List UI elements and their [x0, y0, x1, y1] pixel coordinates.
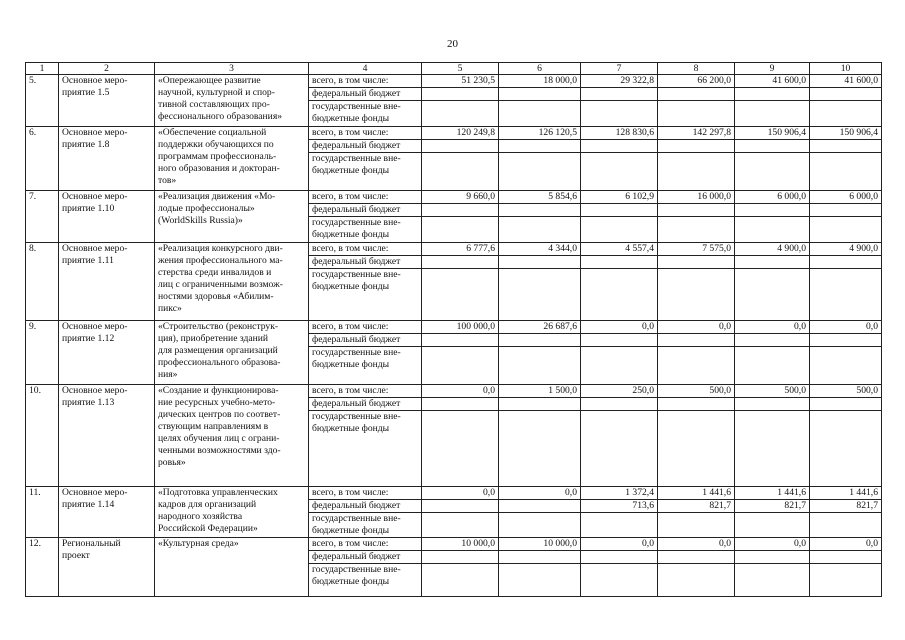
- activity-name: «Реализация движения «Мо- лодые профессионалы» (WorldSkills Russia)»: [155, 191, 309, 243]
- funding-extrabudgetary-label: государственные вне- бюджетные фонды: [309, 269, 422, 321]
- extrabudgetary-value-col-7: [581, 564, 658, 597]
- total-value-col-9: 6 000,0: [735, 191, 810, 204]
- federal-value-col-10: 821,7: [810, 500, 882, 513]
- extrabudgetary-value-col-10: [810, 101, 882, 127]
- row-number: 11.: [26, 487, 59, 538]
- funding-federal-label: федеральный бюджет: [309, 256, 422, 269]
- federal-value-col-8: [658, 334, 735, 347]
- federal-value-col-9: [735, 140, 810, 153]
- total-value-col-6: 126 120,5: [499, 127, 581, 140]
- extrabudgetary-value-col-10: [810, 217, 882, 243]
- column-header-9: 9: [735, 63, 810, 75]
- extrabudgetary-value-col-7: [581, 411, 658, 487]
- federal-value-col-8: 821,7: [658, 500, 735, 513]
- federal-value-col-6: [499, 398, 581, 411]
- extrabudgetary-value-col-7: [581, 347, 658, 385]
- extrabudgetary-value-col-8: [658, 347, 735, 385]
- federal-value-col-9: [735, 256, 810, 269]
- extrabudgetary-value-col-5: [422, 564, 499, 597]
- total-value-col-6: 10 000,0: [499, 538, 581, 551]
- extrabudgetary-value-col-5: [422, 217, 499, 243]
- extrabudgetary-value-col-8: [658, 153, 735, 191]
- total-value-col-7: 4 557,4: [581, 243, 658, 256]
- federal-value-col-6: [499, 88, 581, 101]
- federal-value-col-5: [422, 500, 499, 513]
- federal-value-col-5: [422, 551, 499, 564]
- extrabudgetary-value-col-9: [735, 411, 810, 487]
- federal-value-col-6: [499, 204, 581, 217]
- activity-type: Основное меро- приятие 1.8: [59, 127, 155, 191]
- total-value-col-5: 6 777,6: [422, 243, 499, 256]
- extrabudgetary-value-col-5: [422, 513, 499, 538]
- funding-total-label: всего, в том числе:: [309, 191, 422, 204]
- activity-name: «Обеспечение социальной поддержки обучающихся по программам профессиональ- ного образования и докторан- тов»: [155, 127, 309, 191]
- table-body: [26, 75, 882, 597]
- total-value-col-8: 1 441,6: [658, 487, 735, 500]
- extrabudgetary-value-col-10: [810, 269, 882, 321]
- total-value-col-7: 1 372,4: [581, 487, 658, 500]
- extrabudgetary-value-col-6: [499, 217, 581, 243]
- extrabudgetary-value-col-7: [581, 101, 658, 127]
- funding-total-label: всего, в том числе:: [309, 127, 422, 140]
- total-value-col-6: 26 687,6: [499, 321, 581, 334]
- total-value-col-9: 1 441,6: [735, 487, 810, 500]
- total-value-col-7: 250,0: [581, 385, 658, 398]
- funding-federal-label: федеральный бюджет: [309, 398, 422, 411]
- total-value-col-8: 0,0: [658, 321, 735, 334]
- total-value-col-9: 0,0: [735, 538, 810, 551]
- funding-federal-label: федеральный бюджет: [309, 500, 422, 513]
- federal-value-col-5: [422, 88, 499, 101]
- funding-federal-label: федеральный бюджет: [309, 551, 422, 564]
- row-number: 8.: [26, 243, 59, 321]
- budget-table: [25, 62, 882, 597]
- activity-name: «Строительство (реконструк- ция), приобретение зданий для размещения организаций профессионального образова- ния»: [155, 321, 309, 385]
- row-number: 5.: [26, 75, 59, 127]
- extrabudgetary-value-col-10: [810, 411, 882, 487]
- federal-value-col-8: [658, 88, 735, 101]
- federal-value-col-9: [735, 204, 810, 217]
- activity-type: Основное меро- приятие 1.12: [59, 321, 155, 385]
- total-value-col-10: 6 000,0: [810, 191, 882, 204]
- total-value-col-6: 0,0: [499, 487, 581, 500]
- extrabudgetary-value-col-8: [658, 217, 735, 243]
- row-number: 12.: [26, 538, 59, 597]
- funding-total-label: всего, в том числе:: [309, 385, 422, 398]
- table-row: [26, 127, 882, 140]
- extrabudgetary-value-col-6: [499, 153, 581, 191]
- column-header-10: 10: [810, 63, 882, 75]
- total-value-col-9: 0,0: [735, 321, 810, 334]
- extrabudgetary-value-col-5: [422, 269, 499, 321]
- total-value-col-10: 41 600,0: [810, 75, 882, 88]
- funding-extrabudgetary-label: государственные вне- бюджетные фонды: [309, 564, 422, 597]
- federal-value-col-7: [581, 204, 658, 217]
- column-header-2: 2: [59, 63, 155, 75]
- total-value-col-5: 0,0: [422, 487, 499, 500]
- extrabudgetary-value-col-10: [810, 513, 882, 538]
- federal-value-col-9: [735, 398, 810, 411]
- total-value-col-8: 0,0: [658, 538, 735, 551]
- activity-name: «Культурная среда»: [155, 538, 309, 597]
- federal-value-col-5: [422, 204, 499, 217]
- total-value-col-10: 500,0: [810, 385, 882, 398]
- funding-federal-label: федеральный бюджет: [309, 204, 422, 217]
- funding-extrabudgetary-label: государственные вне- бюджетные фонды: [309, 513, 422, 538]
- extrabudgetary-value-col-5: [422, 411, 499, 487]
- column-header-4: 4: [309, 63, 422, 75]
- extrabudgetary-value-col-5: [422, 101, 499, 127]
- federal-value-col-8: [658, 551, 735, 564]
- funding-total-label: всего, в том числе:: [309, 75, 422, 88]
- column-header-5: 5: [422, 63, 499, 75]
- total-value-col-10: 0,0: [810, 321, 882, 334]
- activity-type: Основное меро- приятие 1.11: [59, 243, 155, 321]
- total-value-col-8: 7 575,0: [658, 243, 735, 256]
- federal-value-col-8: [658, 140, 735, 153]
- extrabudgetary-value-col-6: [499, 347, 581, 385]
- federal-value-col-7: 713,6: [581, 500, 658, 513]
- row-number: 6.: [26, 127, 59, 191]
- total-value-col-8: 66 200,0: [658, 75, 735, 88]
- total-value-col-5: 120 249,8: [422, 127, 499, 140]
- extrabudgetary-value-col-6: [499, 269, 581, 321]
- extrabudgetary-value-col-6: [499, 101, 581, 127]
- total-value-col-6: 4 344,0: [499, 243, 581, 256]
- federal-value-col-9: [735, 334, 810, 347]
- extrabudgetary-value-col-6: [499, 513, 581, 538]
- funding-extrabudgetary-label: государственные вне- бюджетные фонды: [309, 153, 422, 191]
- federal-value-col-8: [658, 256, 735, 269]
- total-value-col-10: 4 900,0: [810, 243, 882, 256]
- total-value-col-5: 51 230,5: [422, 75, 499, 88]
- federal-value-col-10: [810, 204, 882, 217]
- federal-value-col-7: [581, 256, 658, 269]
- activity-type: Основное меро- приятие 1.10: [59, 191, 155, 243]
- federal-value-col-6: [499, 256, 581, 269]
- activity-name: «Создание и функционирова- ние ресурсных учебно-мето- дических центров по соответ- ствующим направлениям в целях обучения лиц с ограни- ченными возможностями здо- ровья»: [155, 385, 309, 487]
- row-number: 10.: [26, 385, 59, 487]
- table-row: [26, 538, 882, 551]
- table-row: [26, 243, 882, 256]
- activity-name: «Опережающее развитие научной, культурной и спор- тивной составляющих про- фессионального образования»: [155, 75, 309, 127]
- total-value-col-5: 0,0: [422, 385, 499, 398]
- federal-value-col-7: [581, 88, 658, 101]
- funding-total-label: всего, в том числе:: [309, 538, 422, 551]
- federal-value-col-10: [810, 334, 882, 347]
- total-value-col-10: 1 441,6: [810, 487, 882, 500]
- total-value-col-9: 150 906,4: [735, 127, 810, 140]
- federal-value-col-9: [735, 551, 810, 564]
- extrabudgetary-value-col-6: [499, 564, 581, 597]
- extrabudgetary-value-col-5: [422, 153, 499, 191]
- extrabudgetary-value-col-9: [735, 269, 810, 321]
- federal-value-col-10: [810, 551, 882, 564]
- extrabudgetary-value-col-8: [658, 411, 735, 487]
- extrabudgetary-value-col-7: [581, 269, 658, 321]
- extrabudgetary-value-col-9: [735, 101, 810, 127]
- activity-name: «Реализация конкурсного дви- жения профессионального ма- стерства среди инвалидов и лиц с ограниченными возмож- ностями здоровья «Абилим- пикс»: [155, 243, 309, 321]
- federal-value-col-7: [581, 334, 658, 347]
- extrabudgetary-value-col-8: [658, 269, 735, 321]
- funding-extrabudgetary-label: государственные вне- бюджетные фонды: [309, 347, 422, 385]
- funding-total-label: всего, в том числе:: [309, 243, 422, 256]
- federal-value-col-5: [422, 256, 499, 269]
- federal-value-col-7: [581, 140, 658, 153]
- funding-federal-label: федеральный бюджет: [309, 88, 422, 101]
- total-value-col-6: 18 000,0: [499, 75, 581, 88]
- extrabudgetary-value-col-9: [735, 513, 810, 538]
- row-number: 7.: [26, 191, 59, 243]
- total-value-col-5: 10 000,0: [422, 538, 499, 551]
- federal-value-col-8: [658, 398, 735, 411]
- total-value-col-8: 16 000,0: [658, 191, 735, 204]
- activity-type: Основное меро- приятие 1.13: [59, 385, 155, 487]
- total-value-col-7: 0,0: [581, 538, 658, 551]
- extrabudgetary-value-col-8: [658, 513, 735, 538]
- federal-value-col-6: [499, 500, 581, 513]
- extrabudgetary-value-col-9: [735, 153, 810, 191]
- federal-value-col-10: [810, 88, 882, 101]
- total-value-col-6: 5 854,6: [499, 191, 581, 204]
- federal-value-col-10: [810, 398, 882, 411]
- funding-extrabudgetary-label: государственные вне- бюджетные фонды: [309, 411, 422, 487]
- total-value-col-8: 500,0: [658, 385, 735, 398]
- funding-total-label: всего, в том числе:: [309, 321, 422, 334]
- extrabudgetary-value-col-9: [735, 564, 810, 597]
- activity-type: Региональный проект: [59, 538, 155, 597]
- funding-extrabudgetary-label: государственные вне- бюджетные фонды: [309, 101, 422, 127]
- extrabudgetary-value-col-8: [658, 564, 735, 597]
- federal-value-col-10: [810, 256, 882, 269]
- total-value-col-9: 4 900,0: [735, 243, 810, 256]
- funding-extrabudgetary-label: государственные вне- бюджетные фонды: [309, 217, 422, 243]
- extrabudgetary-value-col-8: [658, 101, 735, 127]
- federal-value-col-6: [499, 334, 581, 347]
- funding-total-label: всего, в том числе:: [309, 487, 422, 500]
- column-header-3: 3: [155, 63, 309, 75]
- table-row: [26, 191, 882, 204]
- column-header-row: [26, 63, 882, 75]
- column-header-6: 6: [499, 63, 581, 75]
- extrabudgetary-value-col-10: [810, 564, 882, 597]
- federal-value-col-8: [658, 204, 735, 217]
- table-row: [26, 321, 882, 334]
- extrabudgetary-value-col-7: [581, 513, 658, 538]
- row-number: 9.: [26, 321, 59, 385]
- federal-value-col-5: [422, 140, 499, 153]
- total-value-col-9: 500,0: [735, 385, 810, 398]
- funding-federal-label: федеральный бюджет: [309, 334, 422, 347]
- extrabudgetary-value-col-10: [810, 347, 882, 385]
- total-value-col-6: 1 500,0: [499, 385, 581, 398]
- table-row: [26, 75, 882, 88]
- activity-name: «Подготовка управленческих кадров для организаций народного хозяйства Российской Федерации»: [155, 487, 309, 538]
- total-value-col-7: 29 322,8: [581, 75, 658, 88]
- total-value-col-5: 100 000,0: [422, 321, 499, 334]
- total-value-col-7: 6 102,9: [581, 191, 658, 204]
- table-row: [26, 487, 882, 500]
- activity-type: Основное меро- приятие 1.14: [59, 487, 155, 538]
- extrabudgetary-value-col-10: [810, 153, 882, 191]
- total-value-col-7: 128 830,6: [581, 127, 658, 140]
- extrabudgetary-value-col-6: [499, 411, 581, 487]
- total-value-col-9: 41 600,0: [735, 75, 810, 88]
- extrabudgetary-value-col-9: [735, 347, 810, 385]
- federal-value-col-6: [499, 551, 581, 564]
- page-number: 20: [447, 38, 458, 50]
- total-value-col-10: 150 906,4: [810, 127, 882, 140]
- column-header-8: 8: [658, 63, 735, 75]
- federal-value-col-7: [581, 398, 658, 411]
- federal-value-col-6: [499, 140, 581, 153]
- total-value-col-7: 0,0: [581, 321, 658, 334]
- federal-value-col-5: [422, 398, 499, 411]
- federal-value-col-10: [810, 140, 882, 153]
- column-header-1: 1: [26, 63, 59, 75]
- extrabudgetary-value-col-9: [735, 217, 810, 243]
- table-row: [26, 385, 882, 398]
- total-value-col-10: 0,0: [810, 538, 882, 551]
- federal-value-col-5: [422, 334, 499, 347]
- total-value-col-8: 142 297,8: [658, 127, 735, 140]
- federal-value-col-9: 821,7: [735, 500, 810, 513]
- extrabudgetary-value-col-7: [581, 153, 658, 191]
- federal-value-col-9: [735, 88, 810, 101]
- column-header-7: 7: [581, 63, 658, 75]
- activity-type: Основное меро- приятие 1.5: [59, 75, 155, 127]
- extrabudgetary-value-col-7: [581, 217, 658, 243]
- extrabudgetary-value-col-5: [422, 347, 499, 385]
- funding-federal-label: федеральный бюджет: [309, 140, 422, 153]
- federal-value-col-7: [581, 551, 658, 564]
- total-value-col-5: 9 660,0: [422, 191, 499, 204]
